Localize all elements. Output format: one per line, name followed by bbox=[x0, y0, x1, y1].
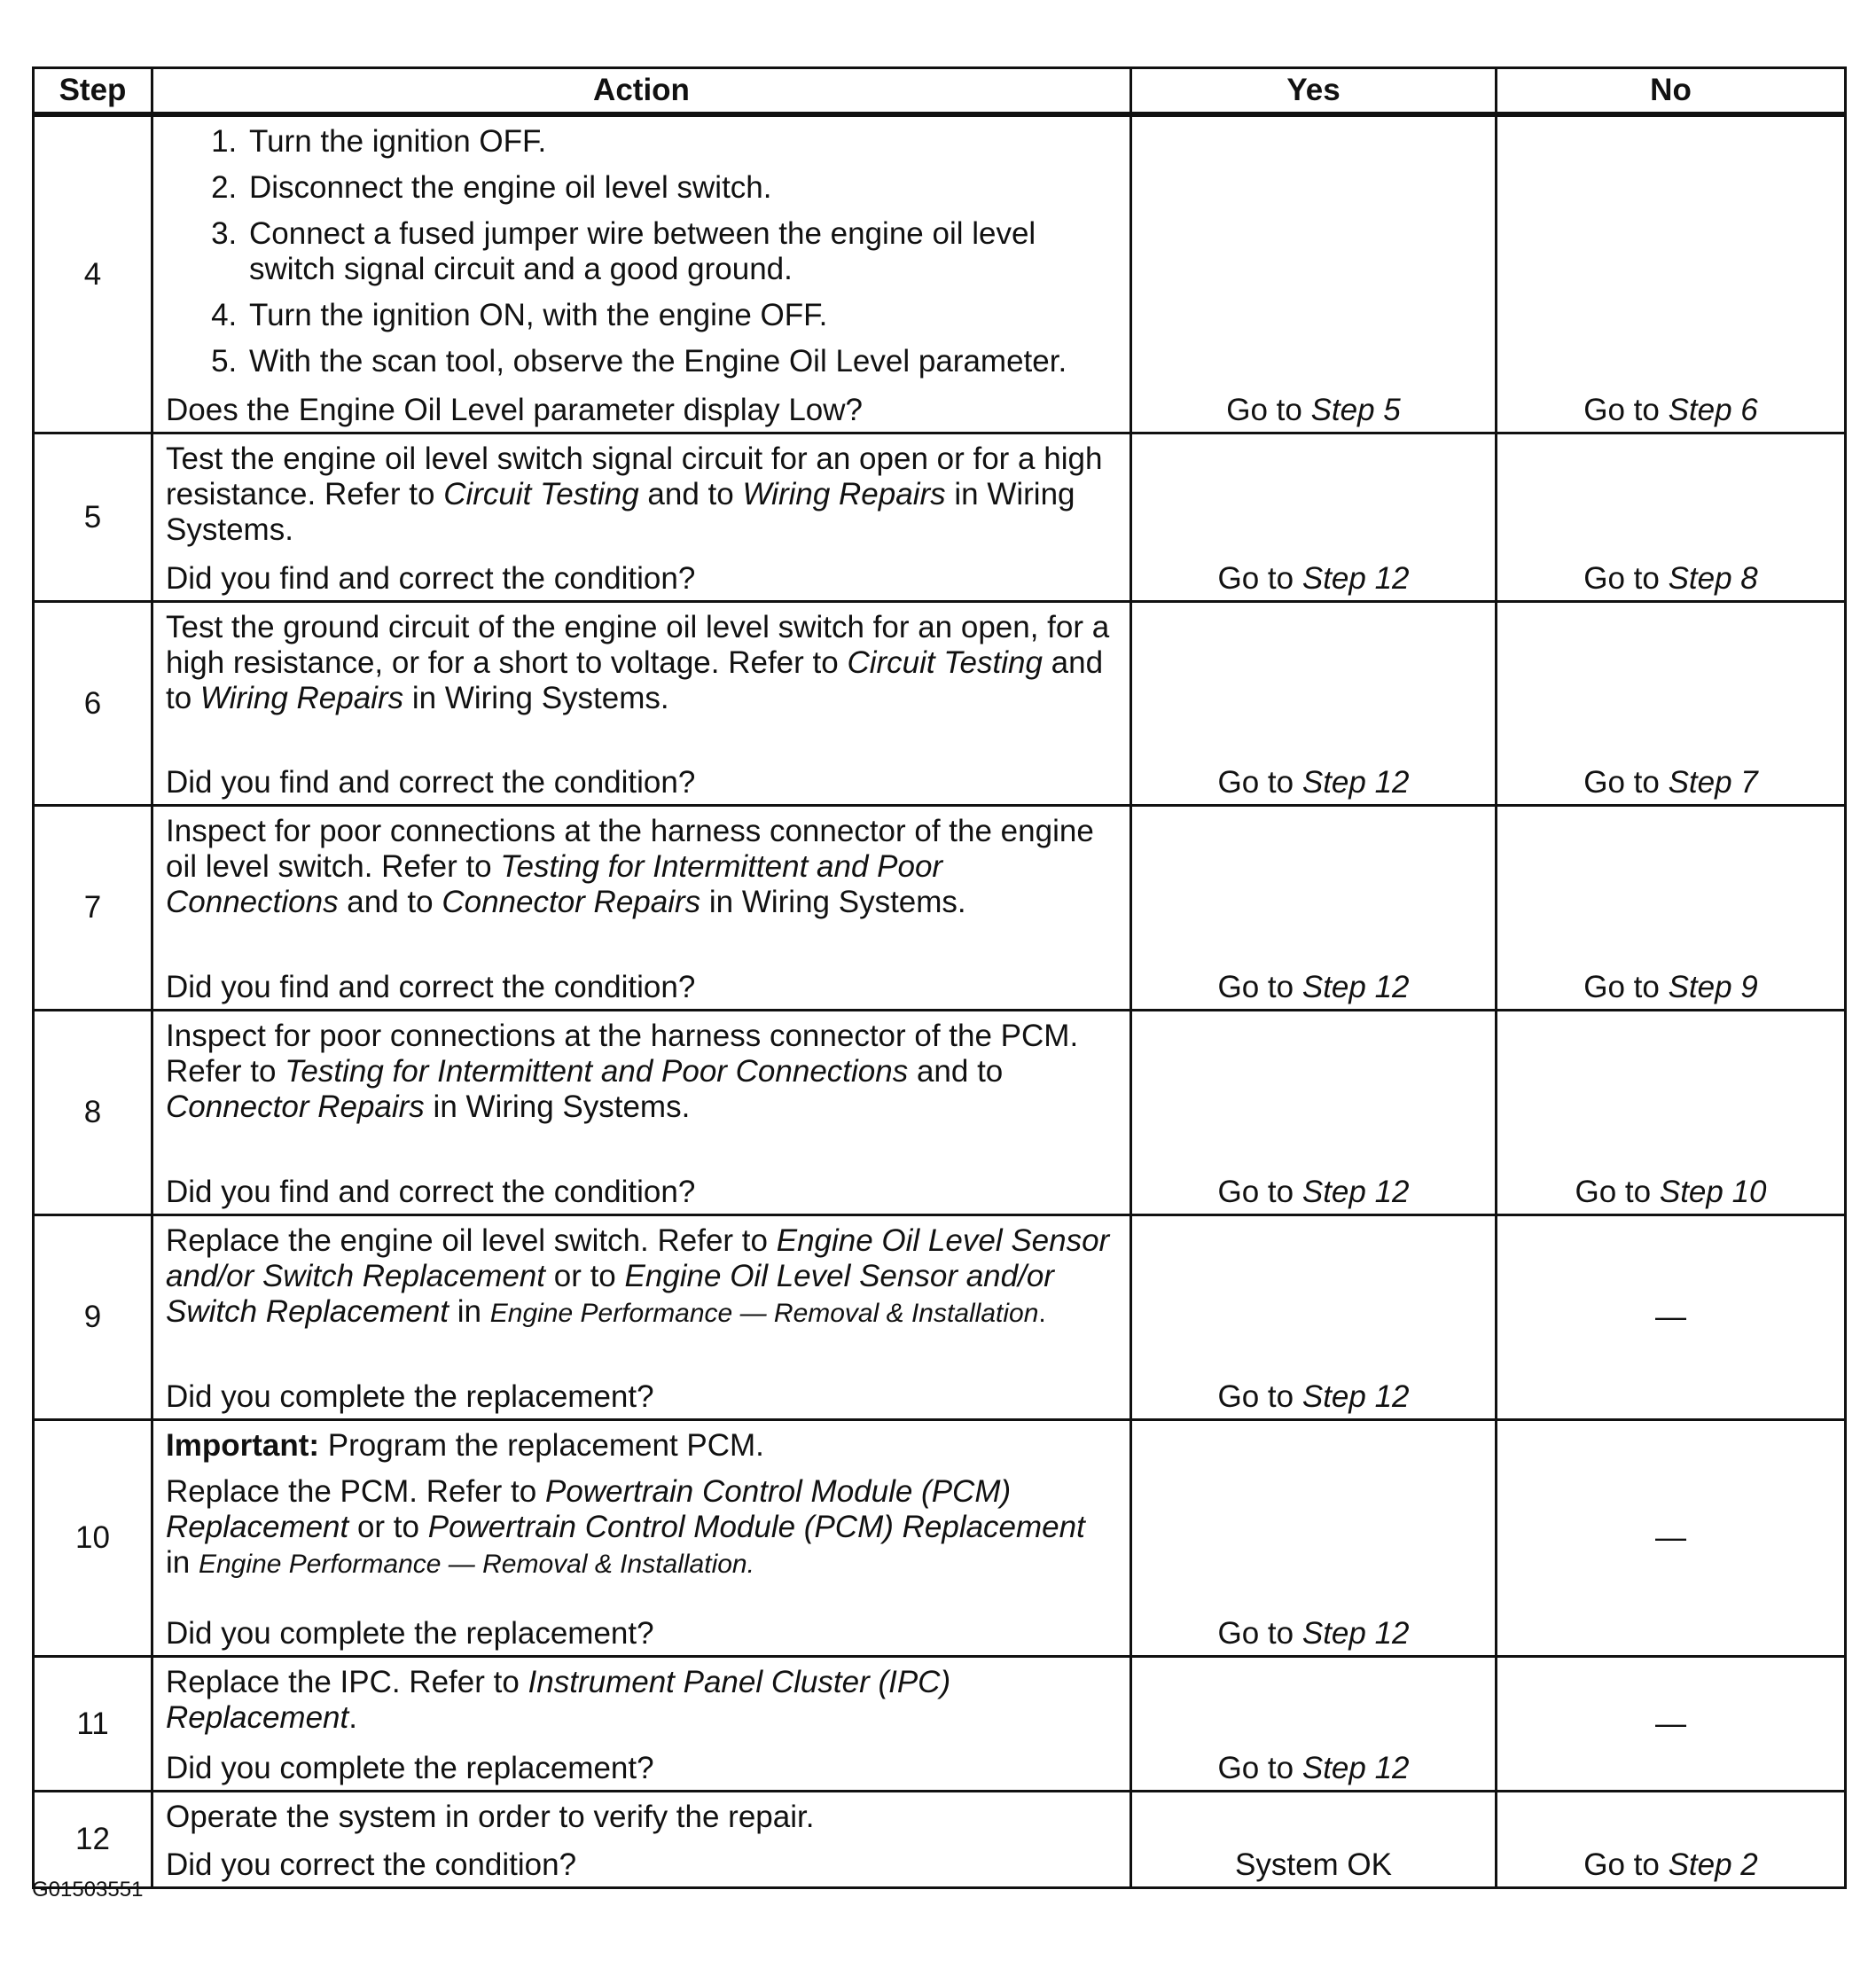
action-text: Inspect for poor connections at the harness connector of the engine oil level switch. Refer to Testing for Intermittent and Poor Connections and to Connector Repairs in Wiring Systems. bbox=[166, 814, 1094, 919]
step-number: 8 bbox=[34, 1011, 152, 1215]
step-number: 9 bbox=[34, 1215, 152, 1420]
no-dash: — bbox=[1655, 1300, 1686, 1334]
action-cell bbox=[152, 602, 1131, 806]
no-cell bbox=[1497, 114, 1846, 433]
procedure-list bbox=[166, 124, 1117, 379]
action-text: Test the ground circuit of the engine oil level switch for an open, for a high resistance, or for a short to voltage. Refer to Circuit Testing and to Wiring Repairs in Wiring Systems. bbox=[166, 610, 1110, 715]
table-row-step-11 bbox=[34, 1657, 1846, 1792]
no-cell: Go to Step 9 bbox=[1497, 806, 1846, 1011]
yes-step-link[interactable]: Step 12 bbox=[1301, 765, 1410, 800]
ref-link[interactable]: Engine Oil Level Sensor and/or Switch Replacement bbox=[166, 1223, 1110, 1293]
yes-cell: Go to Step 12 bbox=[1131, 1420, 1497, 1657]
yes-cell: Go to Step 12 bbox=[1131, 806, 1497, 1011]
yes-step-link[interactable]: Step 12 bbox=[1301, 970, 1410, 1004]
yes-step-link[interactable]: Step 5 bbox=[1310, 393, 1401, 427]
action-text: Operate the system in order to verify the repair. bbox=[166, 1800, 815, 1834]
ref-link[interactable]: Connector Repairs bbox=[442, 885, 701, 919]
action-cell bbox=[152, 114, 1131, 433]
table-row-step-8 bbox=[34, 1011, 1846, 1215]
yes-cell: Go to Step 12 bbox=[1131, 1657, 1497, 1792]
yes-step-link[interactable]: Step 12 bbox=[1301, 561, 1410, 596]
yes-cell bbox=[1131, 114, 1497, 433]
table-row-step-10 bbox=[34, 1420, 1846, 1657]
diagnostic-table bbox=[32, 66, 1847, 1889]
step-number: 11 bbox=[34, 1657, 152, 1792]
table-row-step-6 bbox=[34, 602, 1846, 806]
no-cell bbox=[1497, 1657, 1846, 1792]
yes-step-link[interactable]: Step 12 bbox=[1301, 1751, 1410, 1785]
no-dash: — bbox=[1655, 1520, 1686, 1555]
ref-link[interactable]: Wiring Repairs bbox=[199, 681, 404, 715]
ref-link[interactable]: Engine Oil Level Sensor and/or Switch Replacement bbox=[166, 1259, 1054, 1329]
no-step-link[interactable]: Step 8 bbox=[1668, 561, 1758, 596]
action-text: Inspect for poor connections at the harness connector of the PCM. Refer to Testing for Intermittent and Poor Connections and to Connector Repairs in Wiring Systems. bbox=[166, 1019, 1079, 1124]
yes-cell bbox=[1131, 1792, 1497, 1888]
list-item: 4. Turn the ignition ON, with the engine OFF. bbox=[246, 298, 1117, 333]
action-question: Does the Engine Oil Level parameter display Low? bbox=[166, 393, 863, 427]
ref-link[interactable]: Circuit Testing bbox=[443, 477, 639, 512]
action-question: Did you complete the replacement? bbox=[166, 1616, 654, 1651]
action-question: Did you find and correct the condition? bbox=[166, 561, 696, 596]
yes-step-link[interactable]: Step 12 bbox=[1301, 1175, 1410, 1209]
table-row-step-9 bbox=[34, 1215, 1846, 1420]
header-action: Action bbox=[152, 68, 1131, 115]
step-number: 4 bbox=[34, 114, 152, 433]
table-row-step-4 bbox=[34, 114, 1846, 433]
no-cell: Go to Step 8 bbox=[1497, 433, 1846, 602]
header-row bbox=[34, 68, 1846, 115]
ref-link[interactable]: Circuit Testing bbox=[847, 645, 1043, 680]
yes-cell: Go to Step 12 bbox=[1131, 433, 1497, 602]
list-item: 5. With the scan tool, observe the Engine Oil Level parameter. bbox=[246, 344, 1117, 379]
no-cell: Go to Step 7 bbox=[1497, 602, 1846, 806]
ref-link[interactable]: Testing for Intermittent and Poor Connections bbox=[285, 1054, 909, 1089]
action-question: Did you find and correct the condition? bbox=[166, 970, 696, 1004]
ref-link[interactable]: Wiring Repairs bbox=[742, 477, 946, 512]
action-cell bbox=[152, 806, 1131, 1011]
no-cell: Go to Step 10 bbox=[1497, 1011, 1846, 1215]
no-step-link[interactable]: Step 2 bbox=[1668, 1847, 1758, 1882]
no-cell bbox=[1497, 1420, 1846, 1657]
no-step-link[interactable]: Step 7 bbox=[1668, 765, 1758, 800]
no-step-link[interactable]: Step 10 bbox=[1659, 1175, 1767, 1209]
action-question: Did you complete the replacement? bbox=[166, 1751, 654, 1785]
action-cell bbox=[152, 1792, 1131, 1888]
step-number: 5 bbox=[34, 433, 152, 602]
action-question: Did you find and correct the condition? bbox=[166, 1175, 696, 1209]
action-cell bbox=[152, 433, 1131, 602]
table-row-step-5 bbox=[34, 433, 1846, 602]
header-step: Step bbox=[34, 68, 152, 115]
table-row-step-7 bbox=[34, 806, 1846, 1011]
list-item: 2. Disconnect the engine oil level switch. bbox=[246, 170, 1117, 206]
step-number: 12 bbox=[34, 1792, 152, 1888]
list-item: 3. Connect a fused jumper wire between the engine oil level switch signal circuit and a good ground. bbox=[246, 216, 1117, 287]
step-number: 7 bbox=[34, 806, 152, 1011]
ref-link[interactable]: Powertrain Control Module (PCM) Replacement bbox=[427, 1510, 1085, 1544]
yes-prefix: Go to bbox=[1226, 393, 1302, 427]
step-number: 10 bbox=[34, 1420, 152, 1657]
action-text: Replace the IPC. Refer to Instrument Panel Cluster (IPC) Replacement. bbox=[166, 1665, 951, 1735]
header-yes: Yes bbox=[1131, 68, 1497, 115]
step-number: 6 bbox=[34, 602, 152, 806]
list-item: 1. Turn the ignition OFF. bbox=[246, 124, 1117, 160]
ref-link[interactable]: Powertrain Control Module (PCM) Replacement bbox=[166, 1474, 1012, 1544]
yes-step-link[interactable]: Step 12 bbox=[1301, 1379, 1410, 1414]
action-text: Replace the PCM. Refer to Powertrain Control Module (PCM) Replacement or to Powertrain Control Module (PCM) Replacement in Engine Performance — Removal & Installation. bbox=[166, 1474, 1085, 1580]
no-cell bbox=[1497, 1215, 1846, 1420]
important-note: Important: Program the replacement PCM. bbox=[166, 1428, 764, 1463]
yes-cell: Go to Step 12 bbox=[1131, 1215, 1497, 1420]
action-question: Did you find and correct the condition? bbox=[166, 765, 696, 800]
ref-link[interactable]: Engine Performance — Removal & Installation bbox=[489, 1299, 1039, 1328]
action-text: Test the engine oil level switch signal circuit for an open or for a high resistance. Refer to Circuit Testing and to Wiring Repairs in Wiring Systems. bbox=[166, 441, 1103, 547]
yes-cell: Go to Step 12 bbox=[1131, 602, 1497, 806]
action-cell bbox=[152, 1215, 1131, 1420]
action-question: Did you correct the condition? bbox=[166, 1847, 577, 1882]
ref-link[interactable]: Instrument Panel Cluster (IPC) Replacement bbox=[166, 1665, 951, 1735]
no-step-link[interactable]: Step 9 bbox=[1668, 970, 1758, 1004]
action-cell bbox=[152, 1420, 1131, 1657]
no-step-link[interactable]: Step 6 bbox=[1668, 393, 1758, 427]
ref-link[interactable]: Connector Repairs bbox=[166, 1089, 425, 1124]
no-prefix: Go to bbox=[1583, 393, 1660, 427]
action-question: Did you complete the replacement? bbox=[166, 1379, 654, 1414]
figure-id: G01503551 bbox=[32, 1878, 144, 1902]
action-cell bbox=[152, 1011, 1131, 1215]
ref-link[interactable]: Engine Performance — Removal & Installation. bbox=[198, 1550, 754, 1579]
yes-result: System OK bbox=[1235, 1847, 1392, 1882]
yes-step-link[interactable]: Step 12 bbox=[1301, 1616, 1410, 1651]
yes-cell: Go to Step 12 bbox=[1131, 1011, 1497, 1215]
no-dash: — bbox=[1655, 1706, 1686, 1741]
table-row-step-12 bbox=[34, 1792, 1846, 1888]
no-cell: Go to Step 2 bbox=[1497, 1792, 1846, 1888]
action-text: Replace the engine oil level switch. Refer to Engine Oil Level Sensor and/or Switch Replacement or to Engine Oil Level Sensor and/or Switch Replacement in Engine Performance — Removal & Installation. bbox=[166, 1223, 1110, 1329]
header-no: No bbox=[1497, 68, 1846, 115]
ref-link[interactable]: Testing for Intermittent and Poor Connections bbox=[166, 849, 943, 919]
important-label: Important: bbox=[166, 1428, 320, 1463]
action-cell bbox=[152, 1657, 1131, 1792]
